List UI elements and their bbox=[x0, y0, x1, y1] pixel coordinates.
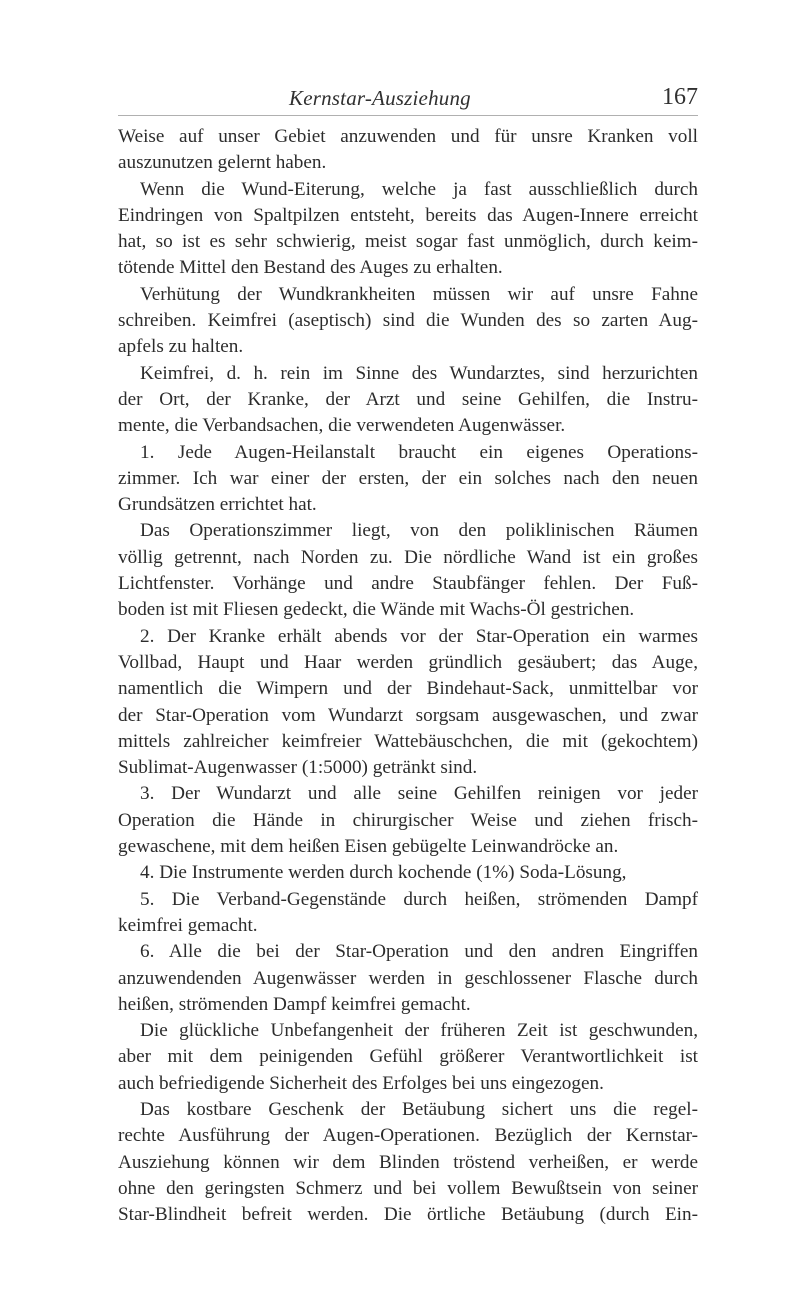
text-line: Operation die Hände in chirurgischer Weise und ziehen frisch- bbox=[118, 809, 698, 831]
text-line: Star-Blindheit befreit werden. Die örtliche Betäubung (durch Ein- bbox=[118, 1204, 698, 1226]
text-line: boden ist mit Fliesen gedeckt, die Wände mit Wachs-Öl gestrichen. bbox=[118, 599, 635, 621]
text-line: Ausziehung können wir dem Blinden tröstend verheißen, er werde bbox=[118, 1151, 698, 1173]
text-line: namentlich die Wimpern und der Bindehaut-Sack, unmittelbar vor bbox=[118, 678, 698, 700]
text-line: auch befriedigende Sicherheit des Erfolges bei uns eingezogen. bbox=[118, 1072, 604, 1094]
text-line: Keimfrei, d. h. rein im Sinne des Wundarztes, sind herzurichten bbox=[140, 362, 698, 384]
text-line: zimmer. Ich war einer der ersten, der ein solches nach den neuen bbox=[118, 467, 698, 489]
text-line: Verhütung der Wundkrankheiten müssen wir auf unsre Fahne bbox=[140, 283, 698, 305]
text-line: mente, die Verbandsachen, die verwendeten Augenwässer. bbox=[118, 415, 566, 437]
text-line: mittels zahlreicher keimfreier Wattebäuschchen, die mit (gekochtem) bbox=[118, 730, 698, 752]
text-line: auszunutzen gelernt haben. bbox=[118, 152, 327, 174]
text-line: der Star-Operation vom Wundarzt sorgsam ausgewaschen, und zwar bbox=[118, 704, 698, 726]
text-line: gewaschene, mit dem heißen Eisen gebügelte Leinwandröcke an. bbox=[118, 836, 619, 858]
text-line: 5. Die Verband-Gegenstände durch heißen, strömenden Dampf bbox=[140, 888, 698, 910]
text-line: der Ort, der Kranke, der Arzt und seine Gehilfen, die Instru- bbox=[118, 388, 698, 410]
running-title: Kernstar-Ausziehung bbox=[289, 86, 471, 110]
text-line: ohne den geringsten Schmerz und bei vollem Bewußtsein von seiner bbox=[118, 1177, 698, 1199]
text-line: Lichtfenster. Vorhänge und andre Staubfänger fehlen. Der Fuß- bbox=[118, 573, 698, 595]
text-line: 3. Der Wundarzt und alle seine Gehilfen reinigen vor jeder bbox=[140, 783, 698, 805]
text-line: 1. Jede Augen-Heilanstalt braucht ein eigenes Operations- bbox=[140, 441, 698, 463]
text-line: heißen, strömenden Dampf keimfrei gemacht. bbox=[118, 993, 471, 1015]
text-line: apfels zu halten. bbox=[118, 336, 244, 358]
text-line: Das kostbare Geschenk der Betäubung sichert uns die regel- bbox=[140, 1098, 698, 1120]
text-line: hat, so ist es sehr schwierig, meist sogar fast unmöglich, durch keim- bbox=[118, 231, 698, 253]
text-line: tötende Mittel den Bestand des Auges zu erhalten. bbox=[118, 257, 503, 279]
text-line: völlig getrennt, nach Norden zu. Die nördliche Wand ist ein großes bbox=[118, 546, 698, 568]
body-text bbox=[118, 124, 698, 1228]
text-line: schreiben. Keimfrei (aseptisch) sind die Wunden des so zarten Aug- bbox=[118, 310, 698, 332]
text-line: rechte Ausführung der Augen-Operationen. Bezüglich der Kernstar- bbox=[118, 1125, 698, 1147]
text-line: 4. Die Instrumente werden durch kochende (1%) Soda-Lösung, bbox=[140, 862, 627, 884]
text-line: Grundsätzen errichtet hat. bbox=[118, 494, 317, 516]
text-line: 2. Der Kranke erhält abends vor der Star-Operation ein warmes bbox=[140, 625, 698, 647]
text-line: Weise auf unser Gebiet anzuwenden und für unsre Kranken voll bbox=[118, 126, 698, 147]
text-line: Die glückliche Unbefangenheit der früheren Zeit ist geschwunden, bbox=[140, 1020, 698, 1042]
text-line: Sublimat-Augenwasser (1:5000) getränkt sind. bbox=[118, 757, 478, 779]
header-rule bbox=[118, 115, 698, 116]
text-line: Vollbad, Haupt und Haar werden gründlich gesäubert; das Auge, bbox=[118, 651, 698, 673]
text-line: keimfrei gemacht. bbox=[118, 914, 258, 936]
text-line: Wenn die Wund-Eiterung, welche ja fast ausschließlich durch bbox=[140, 178, 698, 200]
text-line: 6. Alle die bei der Star-Operation und den andren Eingriffen bbox=[140, 941, 698, 963]
running-head bbox=[118, 84, 698, 116]
page-number: 167 bbox=[662, 84, 698, 110]
text-line: anzuwendenden Augenwässer werden in geschlossener Flasche durch bbox=[118, 967, 698, 989]
text-line: Eindringen von Spaltpilzen entsteht, bereits das Augen-Innere erreicht bbox=[118, 204, 698, 226]
text-line: Das Operationszimmer liegt, von den poliklinischen Räumen bbox=[140, 520, 698, 542]
text-line: aber mit dem peinigenden Gefühl größerer Verantwortlichkeit ist bbox=[118, 1046, 698, 1068]
